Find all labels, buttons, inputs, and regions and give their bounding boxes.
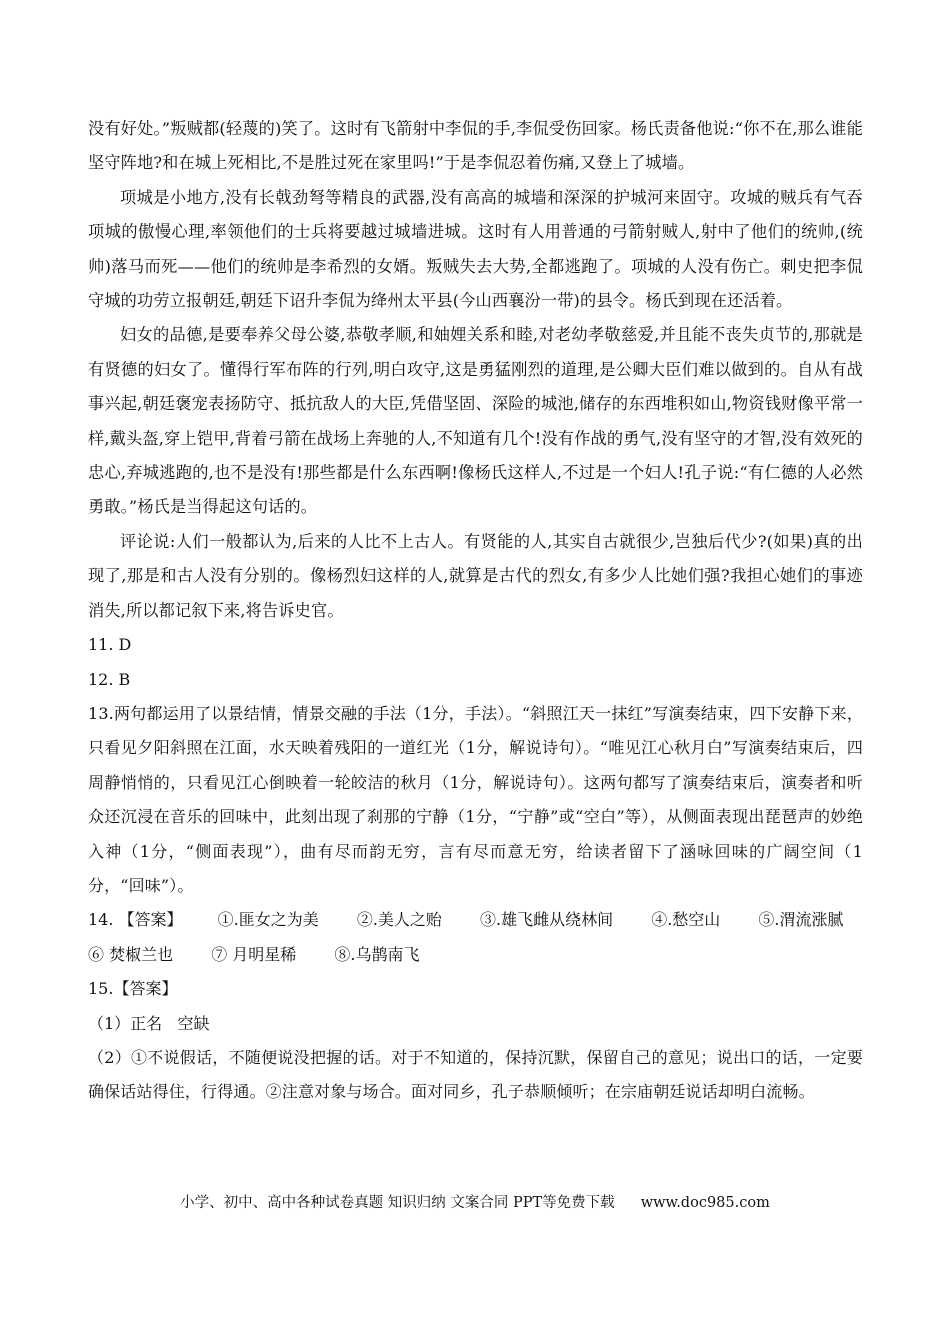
footer-url[interactable]: www.doc985.com	[640, 1195, 770, 1211]
translation-paragraph-2: 项城是小地方,没有长戟劲弩等精良的武器,没有高高的城墙和深深的护城河来固守。攻城的贼兵有气吞项城的傲慢心理,率领他们的士兵将要越过城墙进城。这时有人用普通的弓箭射贼人,射中了他们的统帅,(统帅)落马而死——他们的统帅是李希烈的女婿。叛贼失去大势,全都逃跑了。项城的人没有伤亡。刺史把李侃守城的功劳立报朝廷,朝廷下诏升李侃为绛州太平县(今山西襄汾一带)的县令。杨氏到现在还活着。	[88, 187, 863, 311]
commentary-paragraph: 评论说:人们一般都认为,后来的人比不上古人。有贤能的人,其实自古就很少,岂独后代少?(如果)真的出现了,那是和古人没有分别的。像杨烈妇这样的人,就算是古代的烈女,有多少人比她们强?我担心她们的事迹消失,所以都记叙下来,将告诉史官。	[88, 531, 863, 620]
answer-14-item-2: ②.美人之贻	[356, 910, 442, 930]
answer-15-part-2: （2）①不说假话，不随便说没把握的话。对于不知道的，保持沉默，保留自己的意见；说出口的话，一定要确保话站得住，行得通。②注意对象与场合。面对同乡，孔子恭顺倾听；在宗庙朝廷说话却明白流畅。	[88, 1047, 863, 1102]
answer-15-label: 15.【答案】	[88, 979, 178, 999]
answer-14-item-4: ④.愁空山	[651, 910, 721, 930]
answer-14-row-2	[88, 938, 863, 972]
answer-14-item-6: ⑥ 焚椒兰也	[88, 944, 174, 964]
answer-14-item-8: ⑧.乌鹊南飞	[334, 944, 420, 964]
translation-paragraph-1: 没有好处。”叛贼都(轻蔑的)笑了。这时有飞箭射中李侃的手,李侃受伤回家。杨氏责备他说:“你不在,那么谁能坚守阵地?和在城上死相比,不是胜过死在家里吗!”于是李侃忍着伤痛,又登上了城墙。	[88, 119, 863, 173]
answer-14-row-1	[88, 903, 863, 937]
answer-13: 13.两句都运用了以景结情，情景交融的手法（1分，手法）。“斜照江天一抹红”写演奏结束，四下安静下来，只看见夕阳斜照在江面，水天映着残阳的一道红光（1分，解说诗句）。“唯见江心秋月白”写演奏结束后，四周静悄悄的，只看见江心倒映着一轮皎洁的秋月（1分，解说诗句）。这两句都写了演奏结束后，演奏者和听众还沉浸在音乐的回味中，此刻出现了刹那的宁静（1分，“宁静”或“空白”等），从侧面表现出琵琶声的妙绝入神（1分，“侧面表现”），曲有尽而韵无穷，言有尽而意无穷，给读者留下了涵咏回味的广阔空间（1分，“回味”）。	[88, 703, 863, 895]
answer-14-item-5: ⑤.渭流涨腻	[758, 910, 844, 930]
translation-paragraph-3: 妇女的品德,是要奉养父母公婆,恭敬孝顺,和妯娌关系和睦,对老幼孝敬慈爱,并且能不丧失贞节的,那就是有贤德的妇女了。懂得行军布阵的行列,明白攻守,这是勇猛刚烈的道理,是公卿大臣们难以做到的。自从有战事兴起,朝廷褒宠表扬防守、抵抗敌人的大臣,凭借坚固、深险的城池,储存的东西堆积如山,物资钱财像平常一样,戴头盔,穿上铠甲,背着弓箭在战场上奔驰的人,不知道有几个!没有作战的勇气,没有坚守的才智,没有效死的忠心,弃城逃跑的,也不是没有!那些都是什么东西啊!像杨氏这样人,不过是一个妇人!孔子说:“有仁德的人必然勇敢。”杨氏是当得起这句话的。	[88, 325, 863, 517]
answer-15-part-1: （1）正名 空缺	[88, 1013, 210, 1033]
page-footer	[0, 1193, 950, 1213]
answer-14-item-3: ③.雄飞雌从绕林间	[480, 910, 614, 930]
document-body	[88, 112, 863, 1110]
answer-12: 12. B	[88, 669, 131, 689]
footer-text: 小学、初中、高中各种试卷真题 知识归纳 文案合同 PPT等免费下载	[180, 1195, 615, 1211]
answer-14-item-7: ⑦ 月明星稀	[211, 944, 297, 964]
answer-14-label: 14. 【答案】	[88, 910, 183, 930]
answer-11: 11. D	[88, 635, 132, 655]
answer-14-item-1: ①.匪女之为美	[217, 910, 319, 930]
